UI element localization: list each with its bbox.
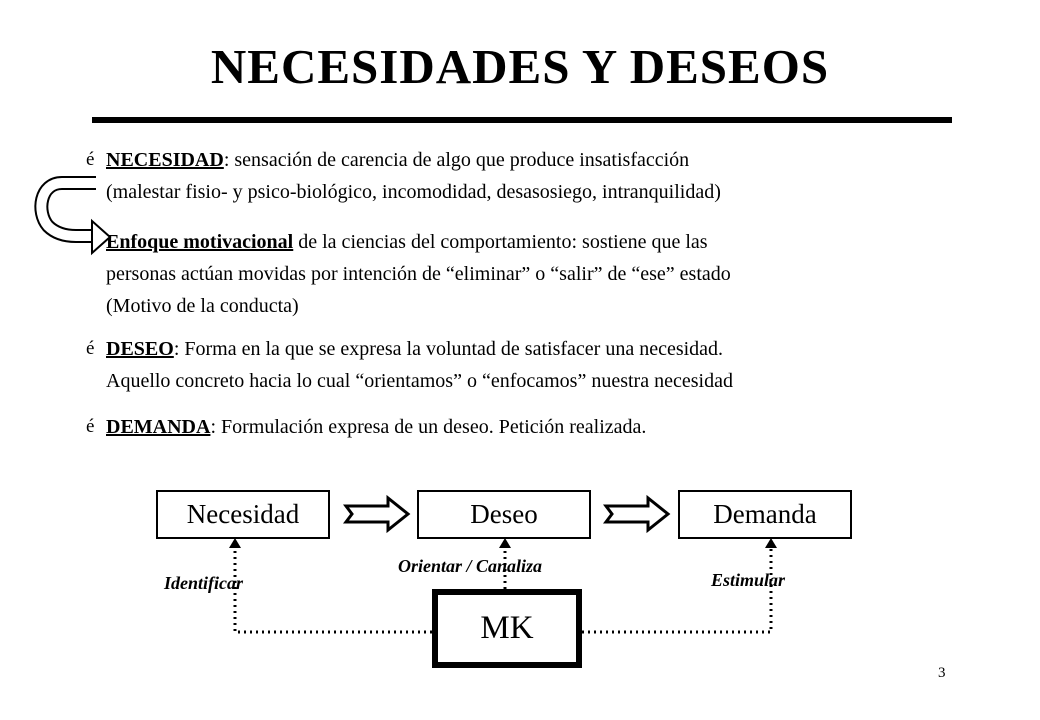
deseo-text: : Forma en la que se expresa la voluntad de satisfacer una necesidad. <box>173 338 724 360</box>
demanda-text: : Formulación expresa de un deseo. Petición realizada. <box>210 416 647 438</box>
curved-arrow-icon <box>41 183 110 253</box>
enfoque-term: Enfoque motivacional <box>106 231 294 253</box>
mk-box: MK <box>432 589 582 668</box>
estimular-label: Estimular <box>711 570 786 590</box>
enfoque-text: de la ciencias del comportamiento: sostiene que las <box>293 231 708 253</box>
necesidad-term: NECESIDAD <box>106 149 224 171</box>
orientar-label: Orientar / Canaliza <box>398 556 543 576</box>
deseo-box: Deseo <box>417 490 591 539</box>
arrow-right-icon <box>606 498 668 530</box>
page-title: NECESIDADES Y DESEOS <box>210 39 830 94</box>
necesidad-line-2: (malestar fisio- y psico-biológico, incomodidad, desasosiego, intranquilidad) <box>106 181 721 203</box>
necesidad-text: : sensación de carencia de algo que produce insatisfacción <box>223 149 690 171</box>
bullet-icon: é <box>86 416 95 437</box>
necesidad-box: Necesidad <box>156 490 330 539</box>
arrow-right-icon <box>346 498 408 530</box>
enfoque-line-2: personas actúan movidas por intención de “eliminar” o “salir” de “ese” estado <box>106 263 731 285</box>
demanda-term: DEMANDA <box>106 416 211 438</box>
enfoque-line-3: (Motivo de la conducta) <box>106 295 299 317</box>
bullet-icon: é <box>86 149 95 170</box>
deseo-term: DESEO <box>106 338 174 360</box>
identificar-label: Identificar <box>164 573 243 593</box>
arrow-up-icon <box>229 538 241 548</box>
bullet-icon: é <box>86 338 95 359</box>
arrow-up-icon <box>499 538 511 548</box>
demanda-box: Demanda <box>678 490 852 539</box>
arrow-up-icon <box>765 538 777 548</box>
page-number: 3 <box>938 665 946 681</box>
deseo-line-2: Aquello concreto hacia lo cual “orientamos” o “enfocamos” nuestra necesidad <box>106 370 733 392</box>
